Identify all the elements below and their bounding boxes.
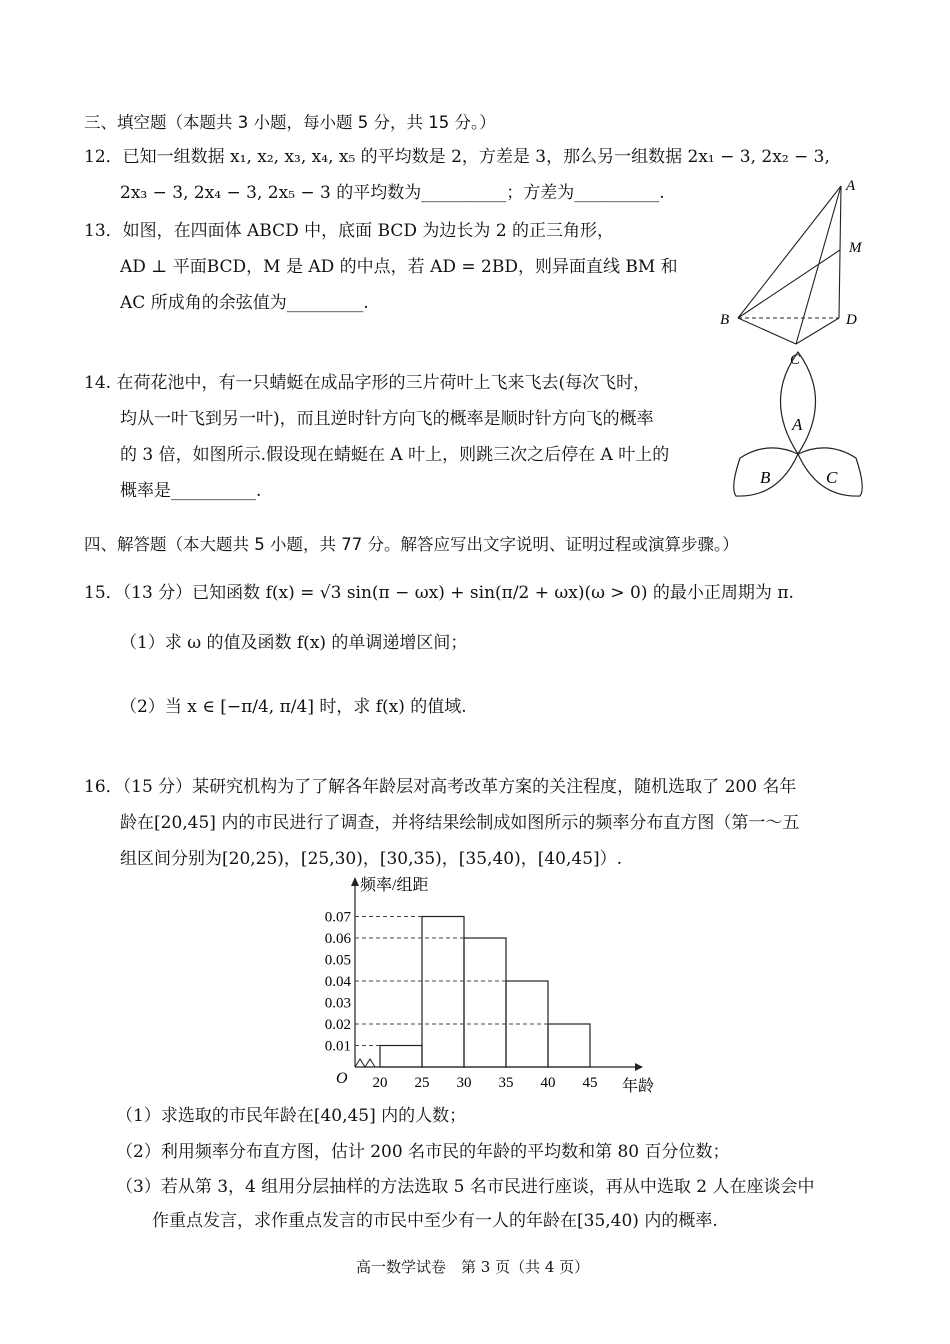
q12-line2: 2x₃ − 3, 2x₄ − 3, 2x₅ − 3 的平均数为__________；方差为__________. bbox=[120, 183, 665, 203]
q15-part1: （1）求 ω 的值及函数 f(x) 的单调递增区间； bbox=[120, 633, 468, 653]
q13-line1: 13．如图，在四面体 ABCD 中，底面 BCD 为边长为 2 的正三角形， bbox=[84, 221, 615, 241]
histogram-bar bbox=[464, 938, 506, 1067]
leaf-a bbox=[781, 352, 816, 454]
frequency-histogram bbox=[300, 872, 675, 1097]
x-tick-label: 45 bbox=[582, 1075, 598, 1091]
histogram-bar bbox=[422, 917, 464, 1068]
leaf-b-label: B bbox=[760, 468, 771, 487]
lotus-leaves-figure bbox=[728, 348, 873, 503]
leaf-c-label: C bbox=[826, 468, 838, 487]
q16-part3a: （3）若从第 3，4 组用分层抽样的方法选取 5 名市民进行座谈，再从中选取 2 人在座谈会中 bbox=[116, 1177, 815, 1197]
leaf-a-label: A bbox=[792, 415, 803, 434]
x-tick-label: 20 bbox=[372, 1075, 388, 1091]
q15-stem: 15．（13 分）已知函数 f(x) = √3 sin(π − ωx) + sin(π/2 + ωx)(ω > 0) 的最小正周期为 π. bbox=[84, 583, 794, 603]
edge-bc bbox=[738, 318, 796, 344]
section-fill-in-header: 三、填空题（本题共 3 小题，每小题 5 分，共 15 分。） bbox=[84, 113, 496, 132]
section-answer-header: 四、解答题（本大题共 5 小题，共 77 分。解答应写出文字说明、证明过程或演算步骤。） bbox=[84, 535, 739, 554]
q14-line4: 概率是__________. bbox=[120, 481, 262, 501]
edge-ab bbox=[738, 186, 841, 318]
x-tick-label: 40 bbox=[540, 1075, 556, 1091]
edge-bm bbox=[738, 250, 840, 318]
label-a: A bbox=[846, 178, 856, 194]
q16-part3b: 作重点发言，求作重点发言的市民中至少有一人的年龄在[35,40) 内的概率. bbox=[152, 1211, 718, 1231]
label-b: B bbox=[720, 312, 730, 328]
histogram-bar bbox=[380, 1046, 422, 1068]
x-tick-label: 25 bbox=[414, 1075, 430, 1091]
histogram-bar bbox=[548, 1024, 590, 1067]
chart-y-label: 频率/组距 bbox=[360, 877, 429, 894]
q13-line3: AC 所成角的余弦值为_________. bbox=[120, 293, 369, 313]
label-c: C bbox=[790, 352, 801, 368]
y-tick-label: 0.05 bbox=[324, 952, 351, 969]
y-tick-label: 0.06 bbox=[324, 931, 351, 947]
q13-line2: AD ⊥ 平面BCD，M 是 AD 的中点，若 AD = 2BD，则异面直线 BM 和 bbox=[120, 257, 678, 277]
q16-line1: 16．（15 分）某研究机构为了了解各年龄层对高考改革方案的关注程度，随机选取了 200 名年 bbox=[84, 777, 797, 797]
q14-line1: 14. 在荷花池中，有一只蜻蜓在成品字形的三片荷叶上飞来飞去(每次飞时， bbox=[84, 373, 651, 393]
y-tick-label: 0.04 bbox=[324, 974, 351, 990]
chart-origin-label: O bbox=[336, 1070, 348, 1087]
q16-line2: 龄在[20,45] 内的市民进行了调查，并将结果绘制成如图所示的频率分布直方图（第一～五 bbox=[120, 813, 800, 833]
q16-line3: 组区间分别为[20,25)，[25,30)，[30,35)，[35,40)，[40,45]）. bbox=[120, 849, 623, 869]
q14-line3: 的 3 倍，如图所示.假设现在蜻蜓在 A 叶上，则跳三次之后停在 A 叶上的 bbox=[120, 445, 670, 465]
page-footer: 高一数学试卷 第 3 页（共 4 页） bbox=[356, 1258, 590, 1276]
y-tick-label: 0.01 bbox=[324, 1038, 351, 1055]
q14-line2: 均从一叶飞到另一叶)，而且逆时针方向飞的概率是顺时针方向飞的概率 bbox=[120, 409, 654, 429]
chart-x-label: 年龄 bbox=[622, 1078, 655, 1095]
y-tick-label: 0.07 bbox=[324, 909, 351, 926]
y-tick-label: 0.03 bbox=[324, 995, 351, 1012]
x-axis-arrow bbox=[635, 1063, 643, 1071]
q15-part2: （2）当 x ∈ [−π/4, π/4] 时，求 f(x) 的值域. bbox=[120, 697, 467, 717]
q12-line1: 12．已知一组数据 x₁, x₂, x₃, x₄, x₅ 的平均数是 2，方差是 3，那么另一组数据 2x₁ − 3, 2x₂ − 3, bbox=[84, 147, 830, 167]
tetrahedron-figure bbox=[710, 170, 880, 370]
axis-break bbox=[355, 1059, 375, 1067]
label-d: D bbox=[846, 312, 857, 328]
edge-ad bbox=[839, 186, 841, 318]
q16-part2: （2）利用频率分布直方图，估计 200 名市民的年龄的平均数和第 80 百分位数； bbox=[116, 1142, 730, 1162]
x-tick-label: 30 bbox=[456, 1075, 472, 1091]
label-m: M bbox=[849, 240, 862, 256]
q16-part1: （1）求选取的市民年龄在[40,45] 内的人数； bbox=[116, 1106, 467, 1126]
y-tick-label: 0.02 bbox=[324, 1017, 351, 1033]
x-tick-label: 35 bbox=[498, 1075, 514, 1091]
y-axis-arrow bbox=[351, 877, 359, 886]
